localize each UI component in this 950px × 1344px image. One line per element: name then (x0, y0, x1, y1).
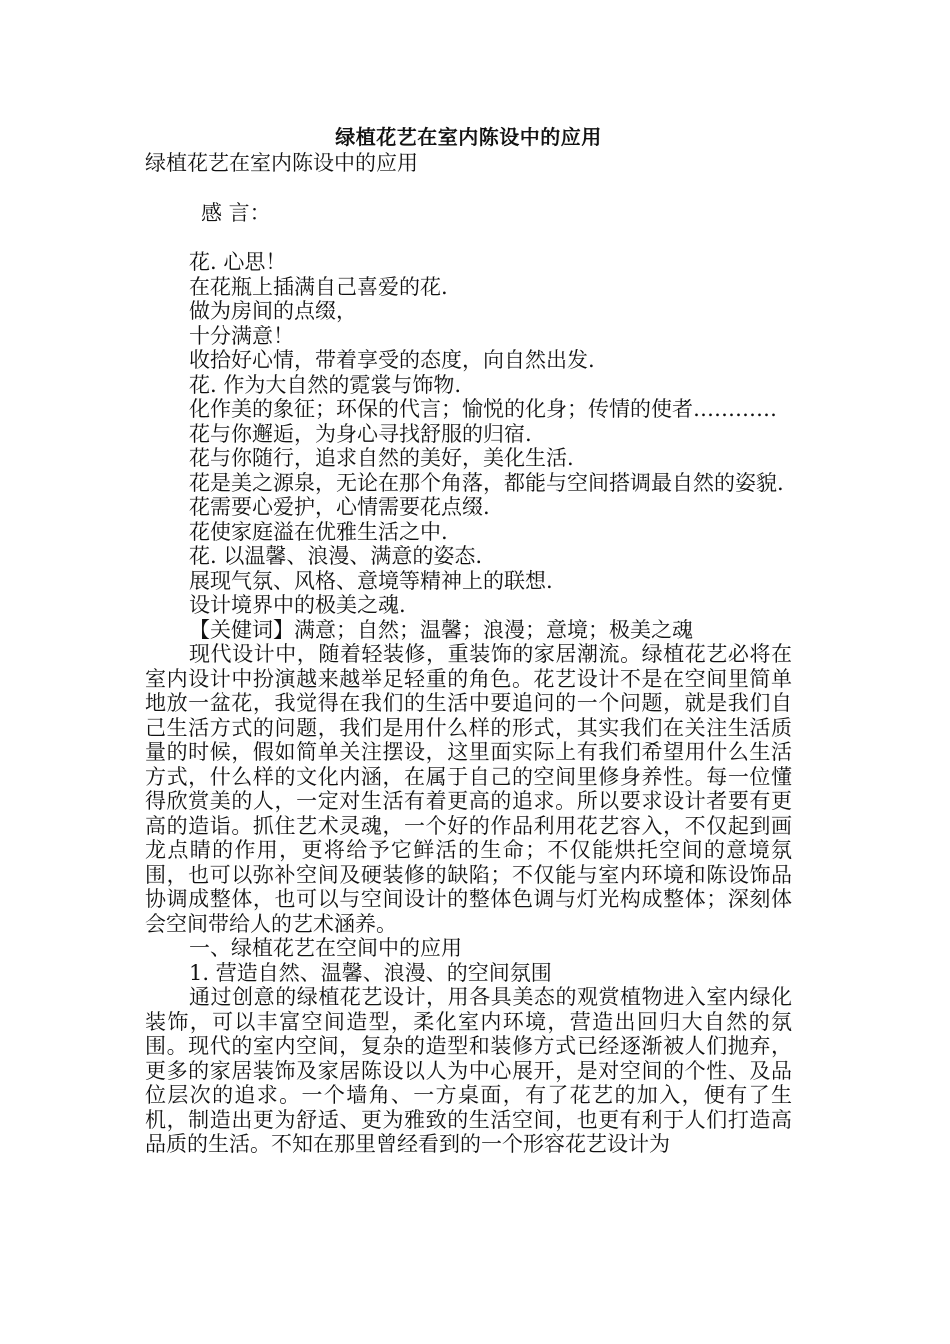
body-line: 做为房间的点缀， (189, 299, 357, 323)
body-line: 花. 心思！ (189, 250, 287, 274)
body-line: 花与你随行，追求自然的美好，美化生活. (189, 446, 574, 470)
body-line: 设计境界中的极美之魂. (189, 593, 406, 617)
body-line: 十分满意！ (189, 323, 294, 348)
keywords-line: 【关健词】满意；自然；温馨；浪漫；意境；极美之魂 (189, 617, 693, 642)
body-line: 花使家庭溢在优雅生活之中. (189, 519, 448, 544)
section-heading: 一、绿植花艺在空间中的应用 (189, 936, 462, 960)
body-line: 花与你邂逅，为身心寻找舒服的归宿. (189, 421, 532, 446)
subsection-heading: 1. 营造自然、温馨、浪漫、的空间氛围 (189, 960, 552, 985)
body-line: 花. 作为大自然的霓裳与饰物. (189, 372, 462, 397)
body-line: 在花瓶上插满自己喜爱的花. (189, 274, 448, 299)
body-line: 花. 以温馨、浪漫、满意的姿态. (189, 544, 483, 568)
body-line: 展现气氛、风格、意境等精神上的联想. (189, 568, 553, 593)
body-paragraph: 现代设计中，随着轻装修，重装饰的家居潮流。绿植花艺必将在室内设计中扮演越来越举足轻重的角色。花艺设计不是在空间里简单地放一盆花，我觉得在我们的生活中要追问的一个问题，就是我们自己生活方式的问题，我们是用什么样的形式，其实我们在关注生活质量的时候，假如简单关注摆设，这里面实际上有我们希望用什么生活方式，什么样的文化内涵，在属于自己的空间里修身养性。每一位懂得欣赏美的人，一定对生活有着更高的追求。所以要求设计者要有更高的造诣。抓住艺术灵魂，一个好的作品利用花艺容入，不仅起到画龙点睛的作用，更将给予它鲜活的生命；不仅能烘托空间的意境氛围，也可以弥补空间及硬装修的缺陷；不仅能与室内环境和陈设饰品协调成整体，也可以与空间设计的整体色调与灯光构成整体；深刻体会空间带给人的艺术涵养。 (145, 642, 792, 936)
document-body (145, 250, 792, 1157)
body-line: 化作美的象征；环保的代言；愉悦的化身；传情的使者………… (189, 397, 777, 421)
body-line: 收拾好心情，带着享受的态度，向自然出发. (189, 348, 595, 372)
body-line: 花是美之源泉，无论在那个角落，都能与空间搭调最自然的姿貌. (189, 470, 784, 495)
body-paragraph: 通过创意的绿植花艺设计，用各具美态的观赏植物进入室内绿化装饰，可以丰富空间造型，柔化室内环境，营造出回归大自然的氛围。现代的室内空间，复杂的造型和装修方式已经逐渐被人们抛弃，更多的家居装饰及家居陈设以人为中心展开，是对空间的个性、及品位层次的追求。一个墙角、一方桌面，有了花艺的加入，便有了生机，制造出更为舒适、更为雅致的生活空间，也更有利于人们打造高品质的生活。不知在那里曾经看到的一个形容花艺设计为 (145, 985, 792, 1156)
document-subtitle: 绿植花艺在室内陈设中的应用 (145, 151, 418, 175)
document-title: 绿植花艺在室内陈设中的应用 (335, 125, 602, 149)
preface-label: 感 言： (201, 201, 271, 225)
body-line: 花需要心爱护，心情需要花点缀. (189, 495, 490, 519)
